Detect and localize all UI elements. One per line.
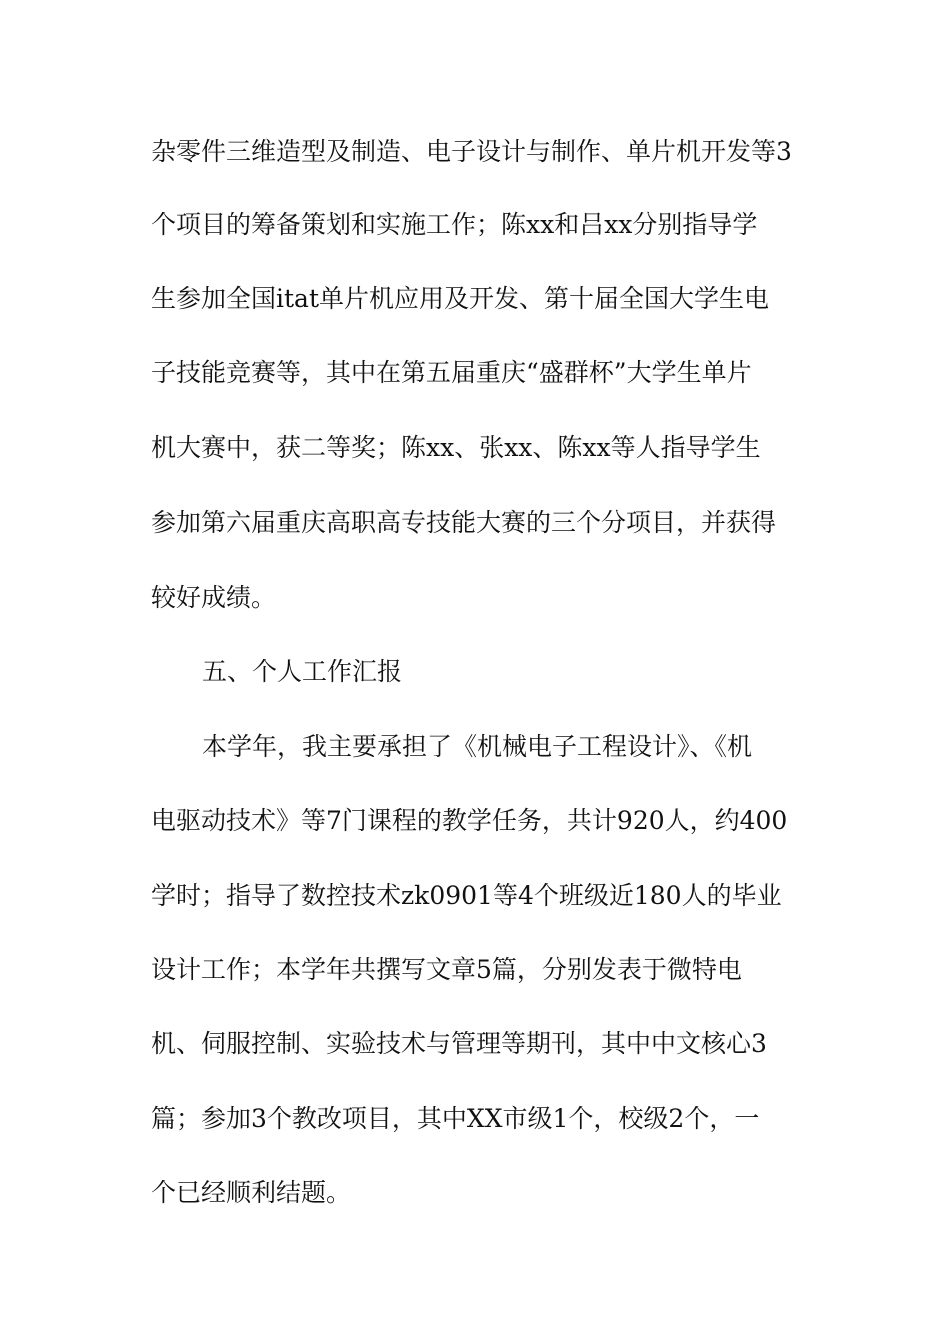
paragraph-line-12: 设计工作；本学年共撰写文章5篇，分别发表于微特电 [151,955,742,984]
paragraph-line-5: 机大赛中，获二等奖；陈xx、张xx、陈xx等人指导学生 [151,433,761,462]
paragraph-line-4: 子技能竞赛等，其中在第五届重庆“盛群杯”大学生单片 [151,358,752,387]
paragraph-line-15: 个已经顺利结题。 [151,1178,352,1207]
paragraph-line-7: 较好成绩。 [151,583,277,612]
paragraph-line-1: 杂零件三维造型及制造、电子设计与制作、单片机开发等3 [151,137,792,166]
paragraph-line-2: 个项目的筹备策划和实施工作；陈xx和吕xx分别指导学 [151,210,758,239]
paragraph-line-13: 机、伺服控制、实验技术与管理等期刊，其中中文核心3 [151,1029,767,1058]
paragraph-line-10: 电驱动技术》等7门课程的教学任务，共计920人，约400 [151,806,788,835]
paragraph-line-3: 生参加全国itat单片机应用及开发、第十届全国大学生电 [151,284,769,313]
paragraph-line-14: 篇；参加3个教改项目，其中XX市级1个，校级2个，一 [151,1104,760,1133]
paragraph-line-9: 本学年，我主要承担了《机械电子工程设计》、《机 [202,732,753,761]
section-heading: 五、个人工作汇报 [202,657,403,686]
paragraph-line-11: 学时；指导了数控技术zk0901等4个班级近180人的毕业 [151,881,782,910]
paragraph-line-6: 参加第六届重庆高职高专技能大赛的三个分项目，并获得 [151,508,777,537]
